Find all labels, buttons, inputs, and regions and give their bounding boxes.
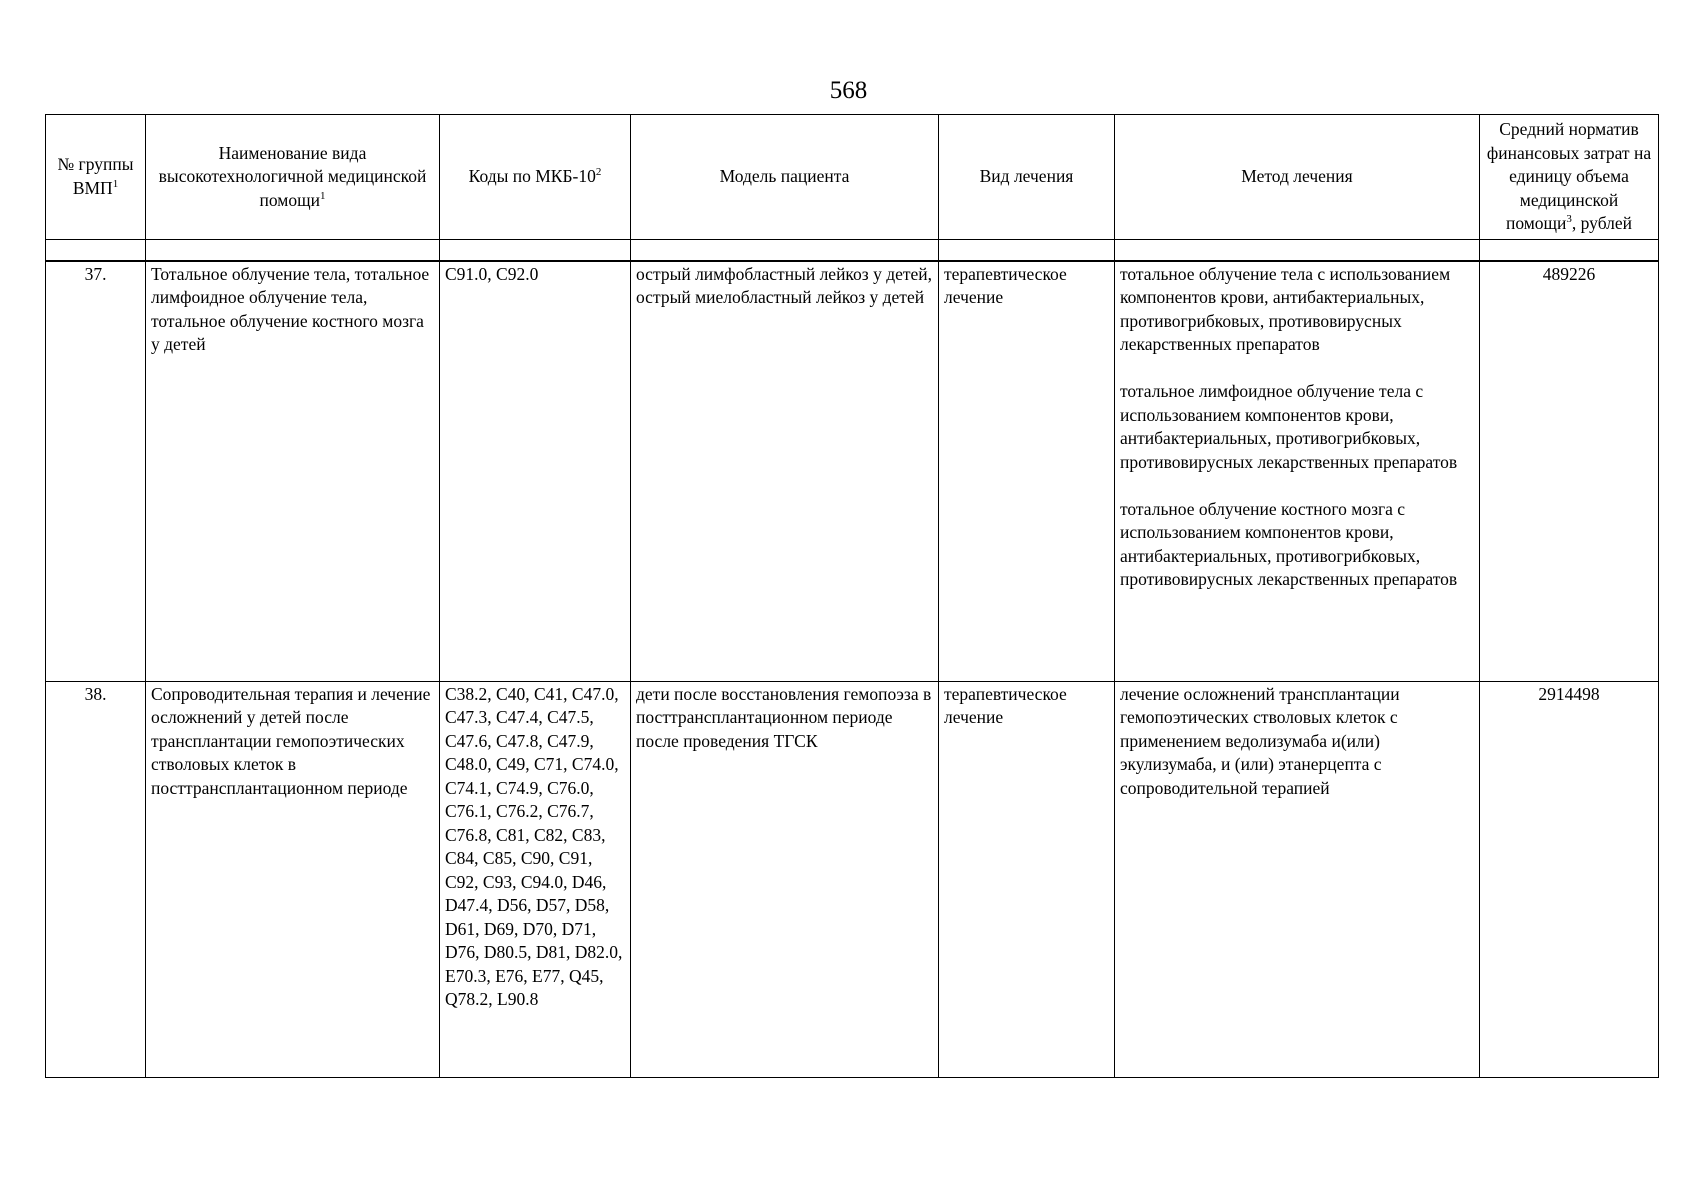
row-model: острый лимфобластный лейкоз у детей, острый миелобластный лейкоз у детей — [631, 261, 939, 682]
row-name: Сопроводительная терапия и лечение осложнений у детей после трансплантации гемопоэтических стволовых клеток в посттрансплантационном периоде — [146, 681, 440, 1077]
row-name: Тотальное облучение тела, тотальное лимфоидное облучение тела, тотальное облучение костного мозга у детей — [146, 261, 440, 682]
row-cost: 489226 — [1480, 261, 1659, 682]
row-codes: C91.0, C92.0 — [440, 261, 631, 682]
header-treatment-method: Метод лечения — [1115, 115, 1480, 240]
row-methods — [1115, 681, 1480, 1077]
header-row — [46, 115, 1659, 240]
method-item: тотальное лимфоидное облучение тела с использованием компонентов крови, антибактериальных, противогрибковых, противовирусных лекарственных препаратов — [1120, 381, 1458, 472]
header-cost: Средний норматив финансовых затрат на единицу объема медицинской помощи$^3$, рублей — [1480, 115, 1659, 240]
method-item: лечение осложнений трансплантации гемопоэтических стволовых клеток с применением ведолизумаба и(или) экулизумаба, и (или) этанерцепта с сопроводительной терапией — [1120, 683, 1400, 798]
table-row — [46, 681, 1659, 1077]
header-patient-model: Модель пациента — [631, 115, 939, 240]
row-type: терапевтическое лечение — [939, 261, 1115, 682]
header-spacer-row — [46, 239, 1659, 261]
row-codes: C38.2, C40, C41, C47.0, C47.3, C47.4, C47.5, C47.6, C47.8, C47.9, C48.0, C49, C71, C74.0, C74.1, C74.9, C76.0, C76.1, C76.2, C76.7, C76.8, C81, C82, C83, C84, C85, C90, C91, C92, C93, C94.0, D46, D47.4, D56, D57, D58, D61, D69, D70, D71, D76, D80.5, D81, D82.0, E70.3, E76, E77, Q45, Q78.2, L90.8 — [440, 681, 631, 1077]
row-number: 37. — [46, 261, 146, 682]
row-model: дети после восстановления гемопоэза в посттрансплантационном периоде после проведения ТГСК — [631, 681, 939, 1077]
table-row — [46, 261, 1659, 682]
page-number: 568 — [829, 77, 868, 104]
row-type: терапевтическое лечение — [939, 681, 1115, 1077]
vmp-table — [45, 114, 1659, 1078]
row-methods — [1115, 261, 1480, 682]
method-item: тотальное облучение костного мозга с использованием компонентов крови, антибактериальных, противогрибковых, противовирусных лекарственных препаратов — [1120, 498, 1458, 589]
row-cost: 2914498 — [1480, 681, 1659, 1077]
header-name: Наименование вида высокотехнологичной медицинской помощи$^1$ — [146, 115, 440, 240]
header-icd-codes: Коды по МКБ-$10^2$ — [440, 115, 631, 240]
method-item: тотальное облучение тела с использованием компонентов крови, антибактериальных, противогрибковых, противовирусных лекарственных препаратов — [1120, 263, 1451, 354]
row-number: 38. — [46, 681, 146, 1077]
header-group-no: № группы ВМП$^1$ — [46, 115, 146, 240]
header-treatment-type: Вид лечения — [939, 115, 1115, 240]
